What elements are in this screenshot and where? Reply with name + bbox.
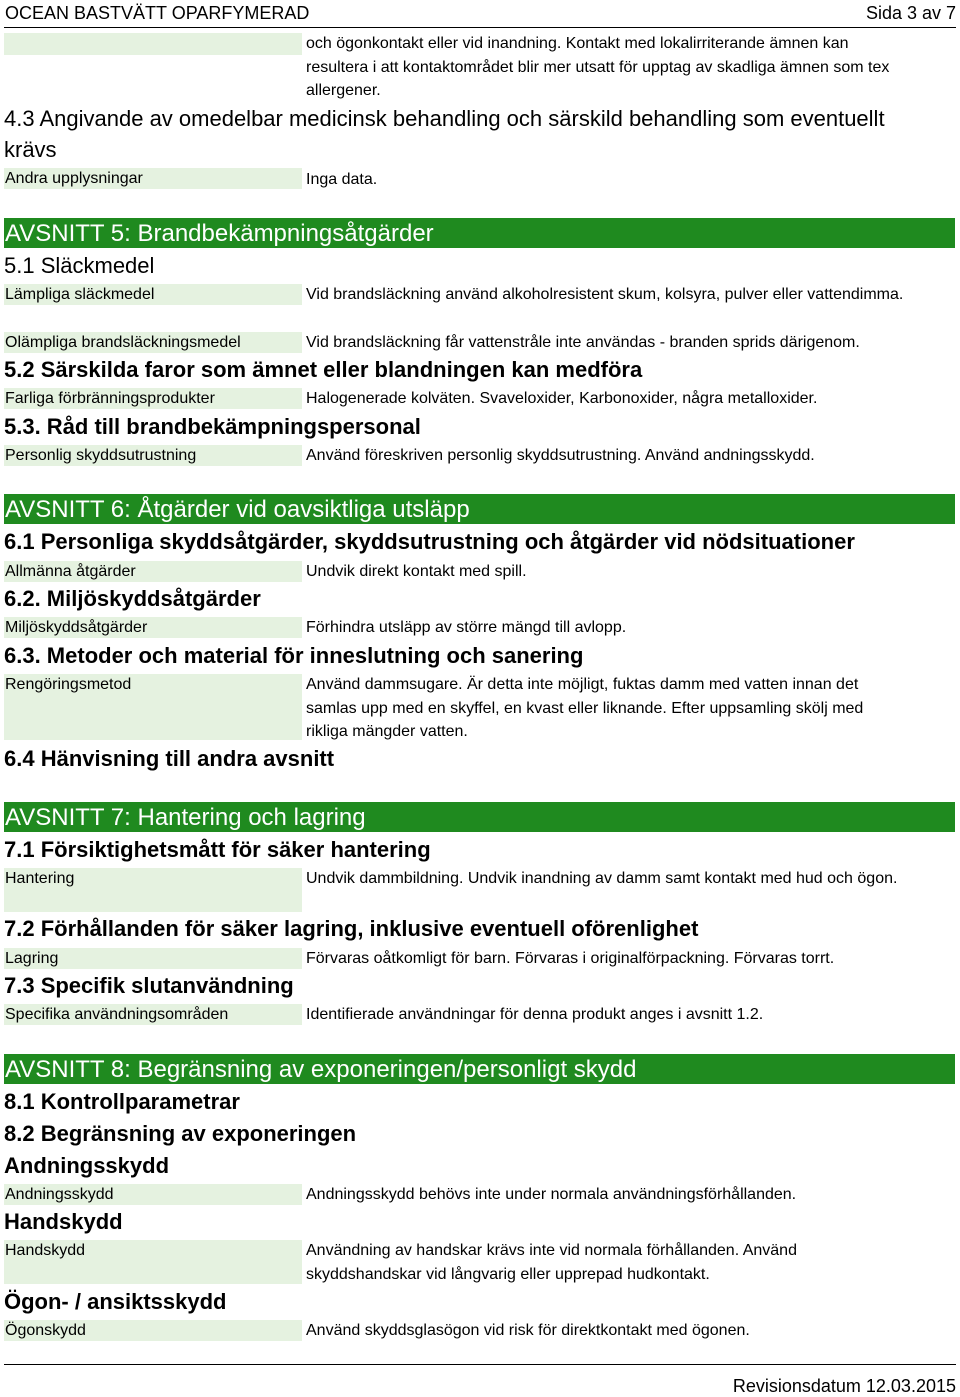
value-lagring: Förvaras oåtkomligt för barn. Förvaras i originalförpackning. Förvaras torrt. [306,950,835,967]
section-4-3-heading: 4.3 Angivande av omedelbar medicinsk behandling och särskild behandling som eventuellt krävs [4,106,885,162]
intro-text: och ögonkontakt eller vid inandning. Kontakt med lokalirriterande ämnen kan resultera i att kontaktområdet blir mer utsatt för upptag av skadliga ämnen som tex allergener. [306,35,890,99]
label-allmanna-atgarder: Allmänna åtgärder [4,561,302,582]
section-7-band: AVSNITT 7: Hantering och lagring [4,802,955,832]
label-rengoringsmetod: Rengöringsmetod [4,674,302,740]
value-andningsskydd: Andningsskydd behövs inte under normala användningsförhållanden. [306,1186,797,1203]
value-personlig-skyddsutrustning: Använd föreskriven personlig skyddsutrustning. Använd andningsskydd. [306,447,815,464]
label-andra-upplysningar: Andra upplysningar [4,168,302,189]
value-allmanna-atgarder: Undvik direkt kontakt med spill. [306,563,527,580]
value-miljoskyddsatgarder: Förhindra utsläpp av större mängd till avlopp. [306,619,627,636]
value-andra-upplysningar: Inga data. [306,171,378,188]
empty-label-cell [4,33,302,55]
section-6-band: AVSNITT 6: Åtgärder vid oavsiktliga utsläpp [4,494,955,524]
label-personlig-skyddsutrustning: Personlig skyddsutrustning [4,445,302,466]
section-6-1-heading: 6.1 Personliga skyddsåtgärder, skyddsutrustning och åtgärder vid nödsituationer [4,529,855,554]
page-number: Sida 3 av 7 [865,3,956,23]
value-lampliga-slackmedel: Vid brandsläckning använd alkoholresistent skum, kolsyra, pulver eller vattendimma. [306,286,904,303]
label-specifika-anvandningsomraden: Specifika användningsområden [4,1004,302,1025]
label-andningsskydd: Andningsskydd [4,1184,302,1205]
value-handskydd: Användning av handskar krävs inte vid normala förhållanden. Använd skyddshandskar vid långvarig eller upprepad hudkontakt. [306,1242,797,1283]
section-8-2-heading: 8.2 Begränsning av exponeringen [4,1121,357,1146]
label-ogonskydd: Ögonskydd [4,1320,302,1341]
section-5-band: AVSNITT 5: Brandbekämpningsåtgärder [4,218,955,248]
section-5-3-heading: 5.3. Råd till brandbekämpningspersonal [4,414,421,439]
value-rengoringsmetod: Använd dammsugare. Är detta inte möjligt, fuktas damm med vatten innan det samlas upp med en skyffel, en kvast eller liknande. Efter uppsamling skölj med rikliga mängder vatten. [306,676,864,740]
label-handskydd: Handskydd [4,1240,302,1284]
label-lagring: Lagring [4,948,302,969]
section-5-1-heading: 5.1 Släckmedel [4,253,155,278]
value-olampliga-brandslackningsmedel: Vid brandsläckning får vattenstråle inte användas - branden sprids därigenom. [306,334,860,351]
footer-divider [4,1364,956,1365]
label-hantering: Hantering [4,868,302,912]
section-7-2-heading: 7.2 Förhållanden för säker lagring, inklusive eventuell oförenlighet [4,916,699,941]
section-8-1-heading: 8.1 Kontrollparametrar [4,1089,240,1114]
section-8-band: AVSNITT 8: Begränsning av exponeringen/personligt skydd [4,1054,955,1084]
header-divider [4,27,956,28]
revision-date: Revisionsdatum 12.03.2015 [732,1376,956,1396]
label-miljoskyddsatgarder: Miljöskyddsåtgärder [4,617,302,638]
section-6-4-heading: 6.4 Hänvisning till andra avsnitt [4,746,335,771]
document-title: OCEAN BASTVÄTT OPARFYMERAD [5,3,310,23]
section-7-3-heading: 7.3 Specifik slutanvändning [4,973,294,998]
value-specifika-anvandningsomraden: Identifierade användningar för denna produkt anges i avsnitt 1.2. [306,1006,764,1023]
value-ogonskydd: Använd skyddsglasögon vid risk för direktkontakt med ögonen. [306,1322,750,1339]
value-farliga-forbranningsprodukter: Halogenerade kolväten. Svaveloxider, Karbonoxider, några metalloxider. [306,390,818,407]
label-farliga-forbranningsprodukter: Farliga förbränningsprodukter [4,388,302,409]
section-6-3-heading: 6.3. Metoder och material för inneslutning och sanering [4,643,584,668]
value-hantering: Undvik dammbildning. Undvik inandning av damm samt kontakt med hud och ögon. [306,870,898,887]
section-7-1-heading: 7.1 Försiktighetsmått för säker hantering [4,837,431,862]
section-6-2-heading: 6.2. Miljöskyddsåtgärder [4,586,261,611]
andningsskydd-heading: Andningsskydd [4,1153,170,1178]
section-5-2-heading: 5.2 Särskilda faror som ämnet eller blandningen kan medföra [4,357,643,382]
label-lampliga-slackmedel: Lämpliga släckmedel [4,284,302,305]
label-olampliga-brandslackningsmedel: Olämpliga brandsläckningsmedel [4,332,302,353]
handskydd-heading: Handskydd [4,1209,123,1234]
ogon-ansiktsskydd-heading: Ögon- / ansiktsskydd [4,1289,227,1314]
